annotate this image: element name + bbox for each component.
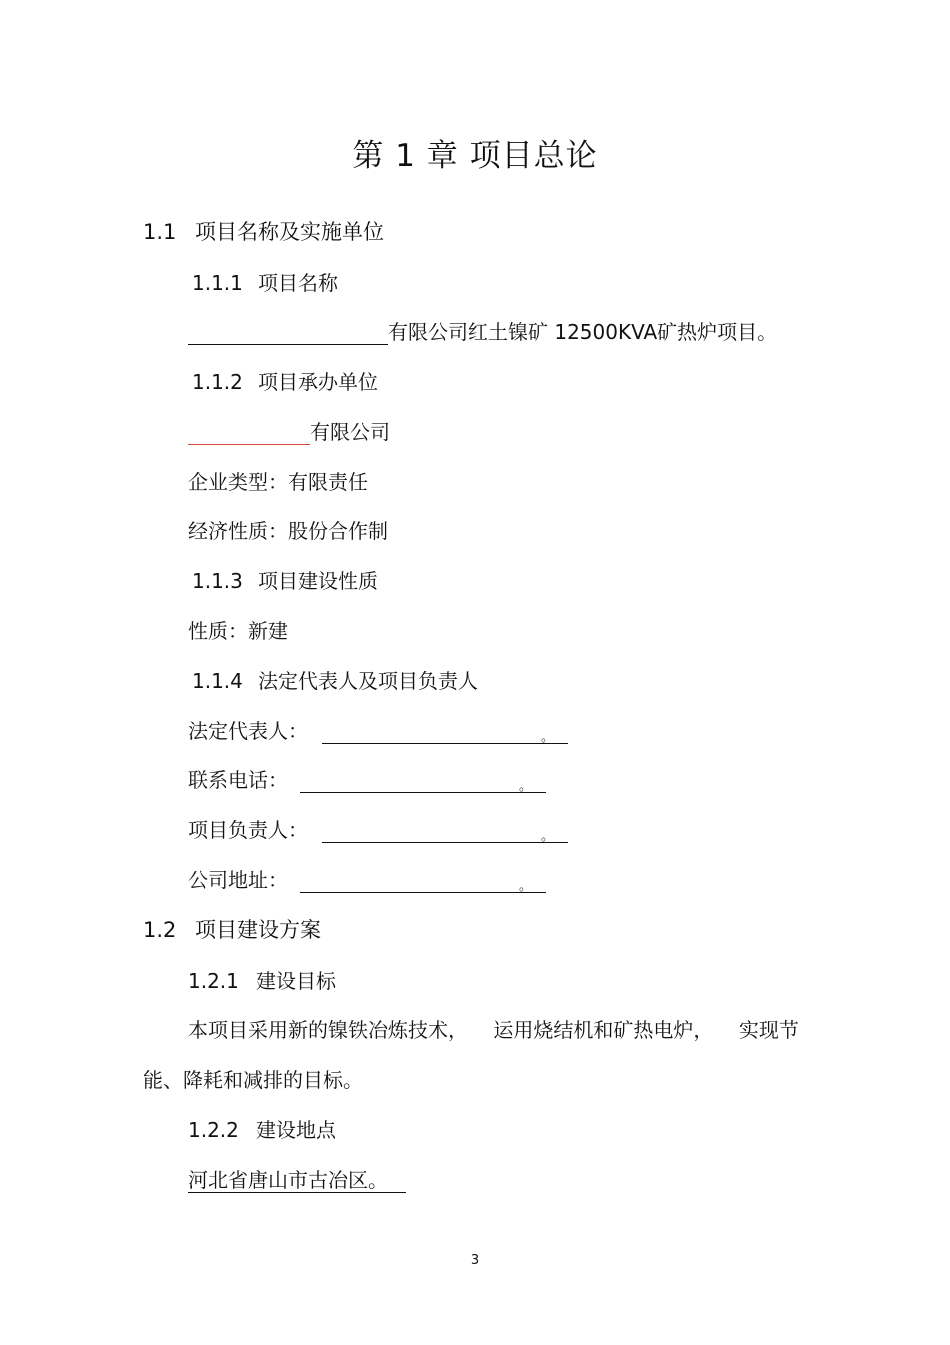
section-1-1-heading: [143, 216, 384, 246]
section-number: 1.1.3: [192, 569, 243, 593]
section-title: 项目名称: [258, 271, 338, 295]
project-name-paragraph: [188, 316, 777, 345]
section-title: 项目建设性质: [258, 569, 378, 593]
section-number: 1.2.1: [188, 969, 239, 993]
section-1-2-2-heading: [188, 1114, 336, 1143]
field-blank: [322, 719, 568, 744]
section-1-1-2-heading: [192, 366, 378, 395]
field-blank: [300, 768, 546, 793]
section-title: 项目承办单位: [258, 370, 378, 394]
enterprise-type: 企业类型：有限责任: [188, 470, 368, 494]
section-1-1-3-heading: [192, 565, 378, 594]
section-1-2-heading: [143, 914, 321, 944]
construction-nature: 性质：新建: [188, 619, 288, 643]
company-paragraph: [188, 416, 390, 445]
field-end-mark: 。: [518, 879, 532, 894]
legal-representative-field: [188, 715, 568, 744]
company-address-field: [188, 864, 546, 893]
phone-field: [188, 764, 546, 793]
blank-underline-red: [188, 422, 310, 445]
section-title: 项目名称及实施单位: [195, 220, 384, 244]
section-number: 1.2: [143, 918, 177, 942]
section-number: 1.1.2: [192, 370, 243, 394]
section-number: 1.1.4: [192, 669, 243, 693]
field-blank: [322, 818, 568, 843]
section-1-2-1-heading: [188, 965, 336, 994]
economic-nature: 经济性质：股份合作制: [188, 519, 388, 543]
project-name-text: 有限公司红土镍矿 12500KVA矿热炉项目。: [388, 320, 778, 344]
field-end-mark: 。: [518, 779, 532, 794]
goal-paragraph-line-2: 能、降耗和减排的目标。: [143, 1068, 363, 1092]
field-label: 联系电话：: [188, 768, 288, 792]
section-1-1-4-heading: [192, 665, 478, 694]
section-title: 建设目标: [256, 969, 336, 993]
page-number: 3: [470, 1253, 480, 1268]
chapter-title: 第 1 章 项目总论: [352, 138, 598, 174]
field-blank: [300, 868, 546, 893]
section-title: 法定代表人及项目负责人: [258, 669, 478, 693]
section-number: 1.1: [143, 220, 177, 244]
project-leader-field: [188, 814, 568, 843]
field-label: 法定代表人：: [188, 719, 308, 743]
field-label: 项目负责人：: [188, 818, 308, 842]
location-paragraph: [188, 1164, 406, 1193]
section-number: 1.1.1: [192, 271, 243, 295]
location-text: 河北省唐山市古冶区。: [188, 1168, 406, 1193]
section-title: 项目建设方案: [195, 918, 321, 942]
blank-underline: [188, 322, 388, 345]
field-end-mark: 。: [540, 730, 554, 745]
section-title: 建设地点: [256, 1118, 336, 1142]
field-label: 公司地址：: [188, 868, 288, 892]
company-suffix: 有限公司: [310, 420, 390, 444]
section-1-1-1-heading: [192, 267, 338, 296]
goal-paragraph-line-1: 本项目采用新的镍铁冶炼技术， 运用烧结机和矿热电炉， 实现节: [188, 1018, 799, 1042]
section-number: 1.2.2: [188, 1118, 239, 1142]
field-end-mark: 。: [540, 829, 554, 844]
